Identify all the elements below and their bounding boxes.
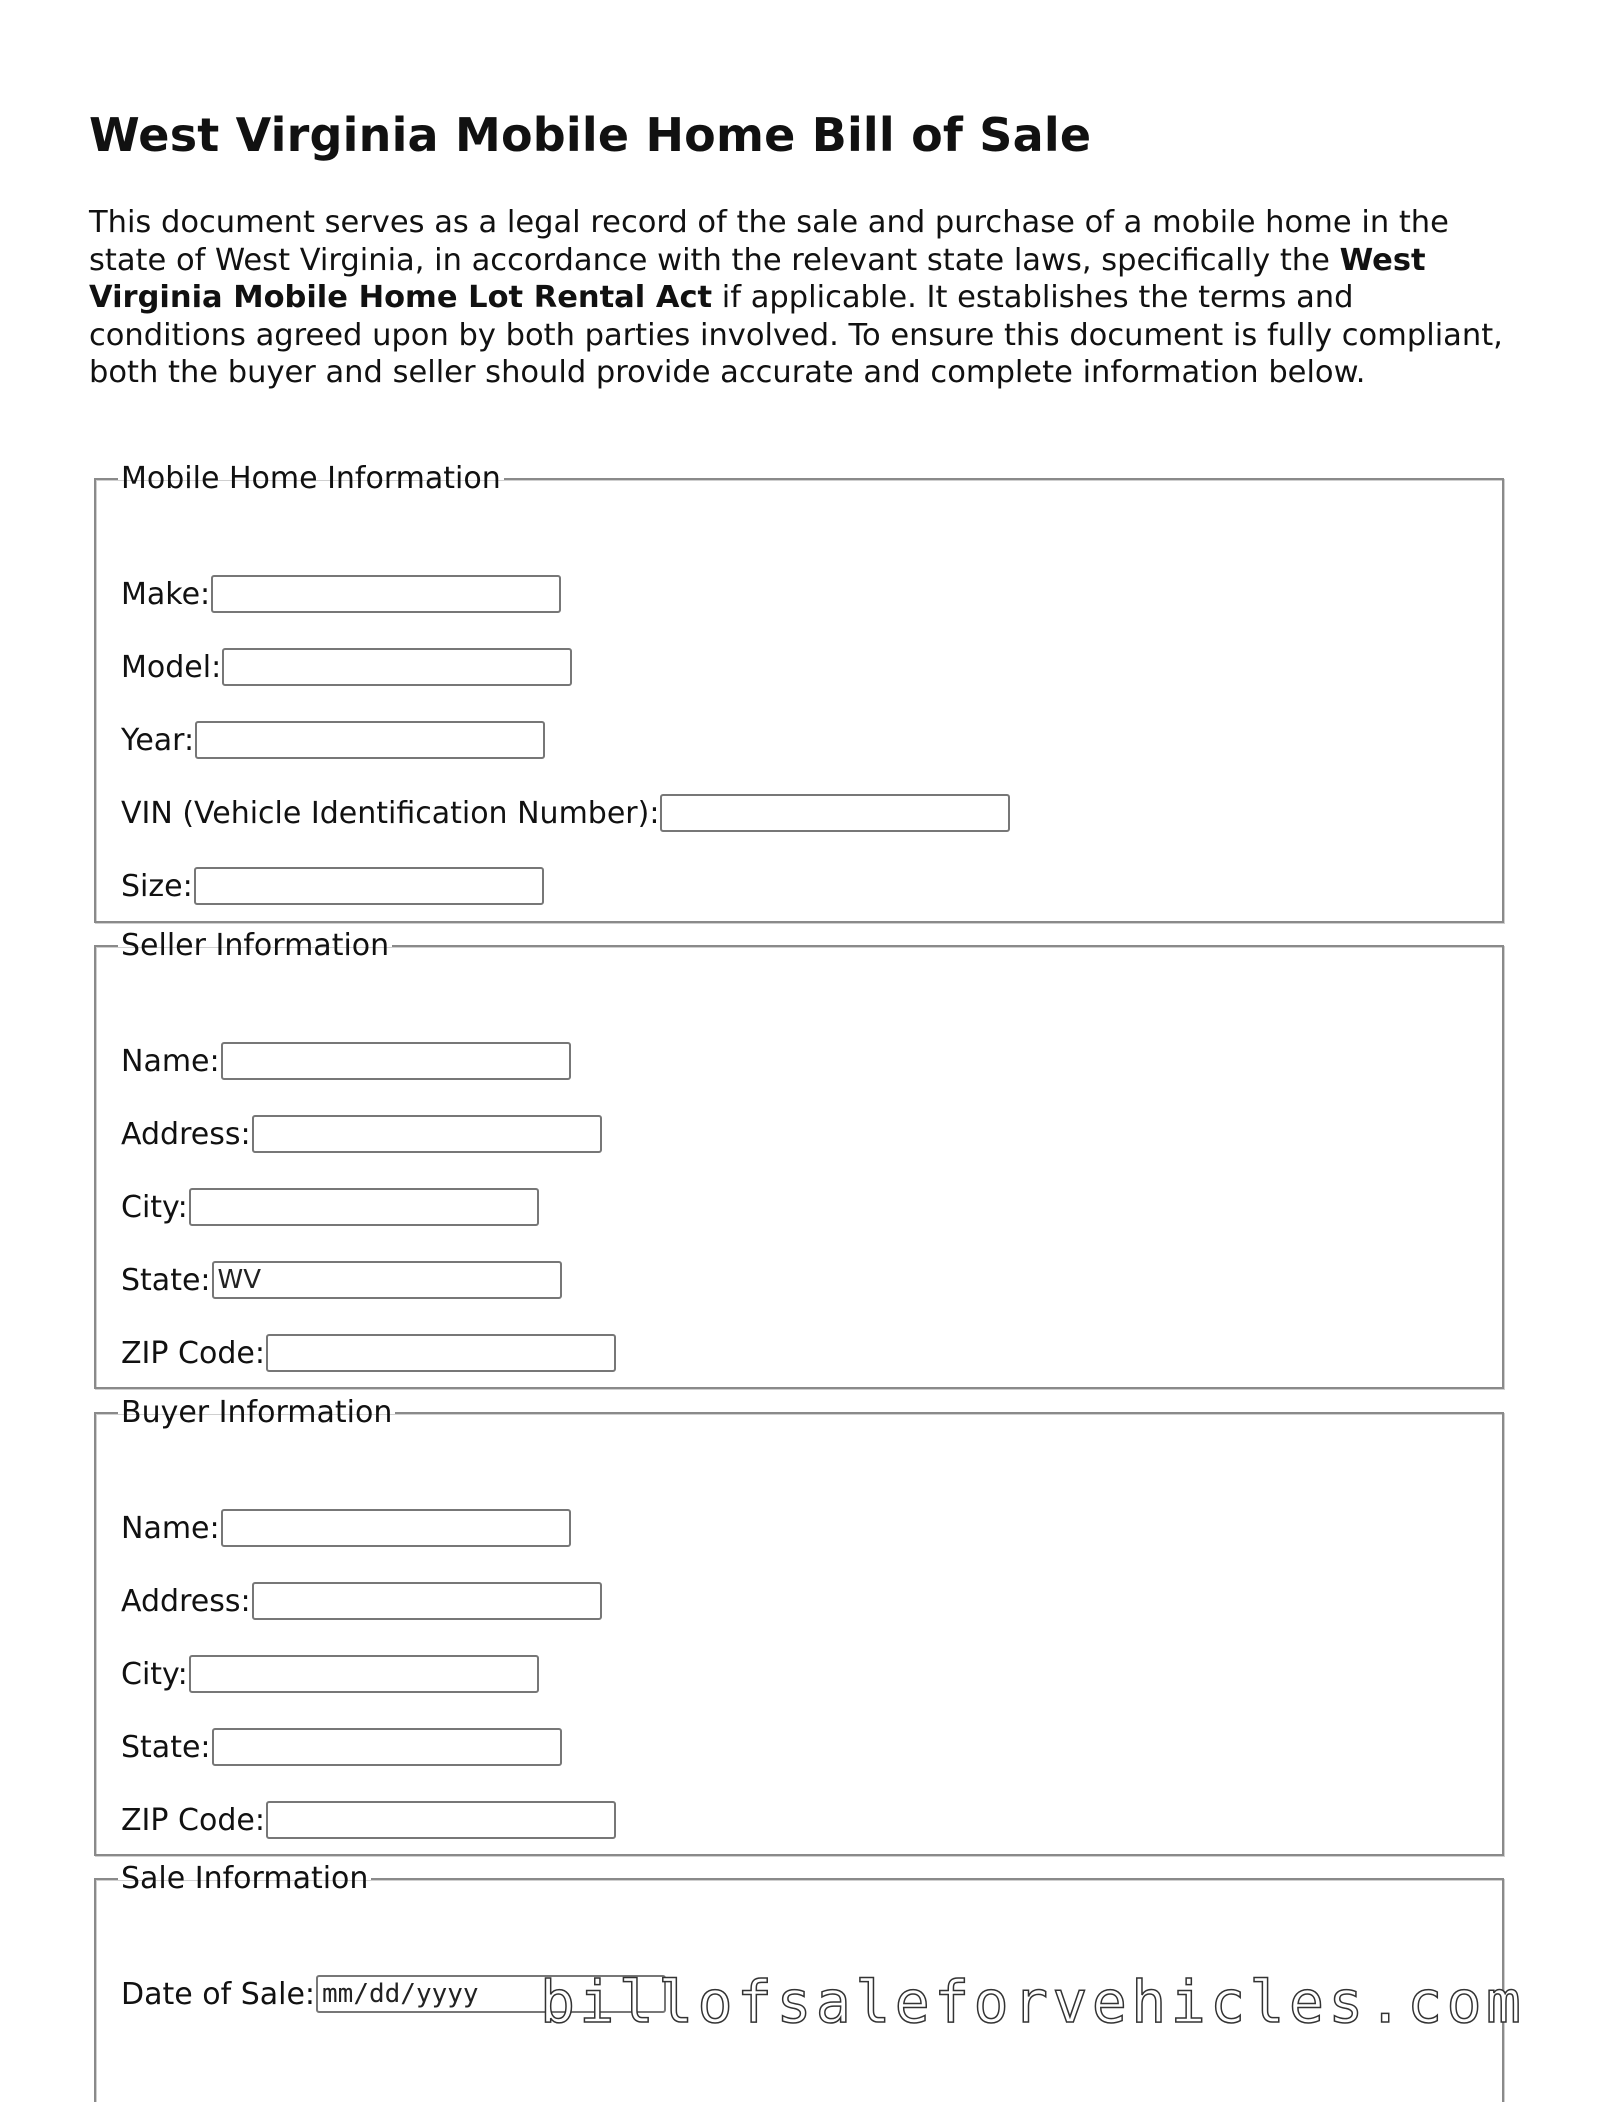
seller-city-input[interactable]: [189, 1188, 539, 1226]
seller-name-input[interactable]: [221, 1042, 571, 1080]
size-row: [121, 865, 544, 907]
buyer-name-label: Name:: [121, 1510, 220, 1546]
buyer-legend: Buyer Information: [121, 1395, 393, 1430]
year-label: Year:: [121, 722, 195, 758]
seller-zip-input[interactable]: [266, 1334, 616, 1372]
seller-name-row: [121, 1040, 571, 1082]
make-label: Make:: [121, 576, 211, 612]
buyer-address-label: Address:: [121, 1583, 251, 1619]
year-input[interactable]: [195, 721, 545, 759]
seller-address-row: [121, 1113, 602, 1155]
seller-legend: Seller Information: [121, 928, 390, 963]
intro-paragraph: [89, 204, 1519, 392]
buyer-city-label: City:: [121, 1656, 188, 1692]
vin-row: [121, 792, 1010, 834]
mobile-home-legend: Mobile Home Information: [121, 461, 501, 496]
buyer-city-row: [121, 1653, 539, 1695]
seller-name-label: Name:: [121, 1043, 220, 1079]
buyer-address-input[interactable]: [252, 1582, 602, 1620]
buyer-zip-input[interactable]: [266, 1801, 616, 1839]
buyer-name-input[interactable]: [221, 1509, 571, 1547]
seller-section: [94, 929, 1504, 1389]
seller-state-input[interactable]: WV: [212, 1261, 562, 1299]
page-title: West Virginia Mobile Home Bill of Sale: [89, 108, 1092, 162]
buyer-name-row: [121, 1507, 571, 1549]
size-input[interactable]: [194, 867, 544, 905]
seller-address-input[interactable]: [252, 1115, 602, 1153]
size-label: Size:: [121, 868, 193, 904]
mobile-home-section: [94, 462, 1504, 923]
seller-address-label: Address:: [121, 1116, 251, 1152]
buyer-city-input[interactable]: [189, 1655, 539, 1693]
vin-label: VIN (Vehicle Identification Number):: [121, 795, 660, 831]
vin-input[interactable]: [660, 794, 1010, 832]
make-row: [121, 573, 561, 615]
buyer-address-row: [121, 1580, 602, 1622]
buyer-state-label: State:: [121, 1729, 211, 1765]
buyer-state-row: [121, 1726, 562, 1768]
seller-zip-row: [121, 1332, 616, 1374]
watermark: billofsaleforvehicles.com: [540, 1968, 1526, 2036]
buyer-section: [94, 1396, 1504, 1856]
intro-text-2: if applicable. It establishes the terms and conditions agreed upon by both parties involved. To ensure this document is fully compliant, both the buyer and seller should provide accurate and complete information below.: [89, 280, 1503, 390]
buyer-state-input[interactable]: [212, 1728, 562, 1766]
make-input[interactable]: [211, 575, 561, 613]
model-label: Model:: [121, 649, 222, 685]
sale-legend: Sale Information: [121, 1861, 369, 1896]
seller-city-label: City:: [121, 1189, 188, 1225]
sale-date-input[interactable]: mm/dd/yyyy: [316, 1975, 666, 2013]
buyer-zip-row: [121, 1799, 616, 1841]
sale-date-label: Date of Sale:: [121, 1976, 316, 2012]
seller-state-label: State:: [121, 1262, 211, 1298]
buyer-zip-label: ZIP Code:: [121, 1802, 265, 1838]
year-row: [121, 719, 545, 761]
seller-city-row: [121, 1186, 539, 1228]
model-input[interactable]: [222, 648, 572, 686]
model-row: [121, 646, 572, 688]
intro-text-1: This document serves as a legal record of the sale and purchase of a mobile home in the state of West Virginia, in accordance with the relevant state laws, specifically the: [89, 205, 1449, 278]
intro-act-name: West Virginia Mobile Home Lot Rental Act: [89, 242, 1426, 315]
seller-state-row: [121, 1259, 562, 1301]
seller-zip-label: ZIP Code:: [121, 1335, 265, 1371]
